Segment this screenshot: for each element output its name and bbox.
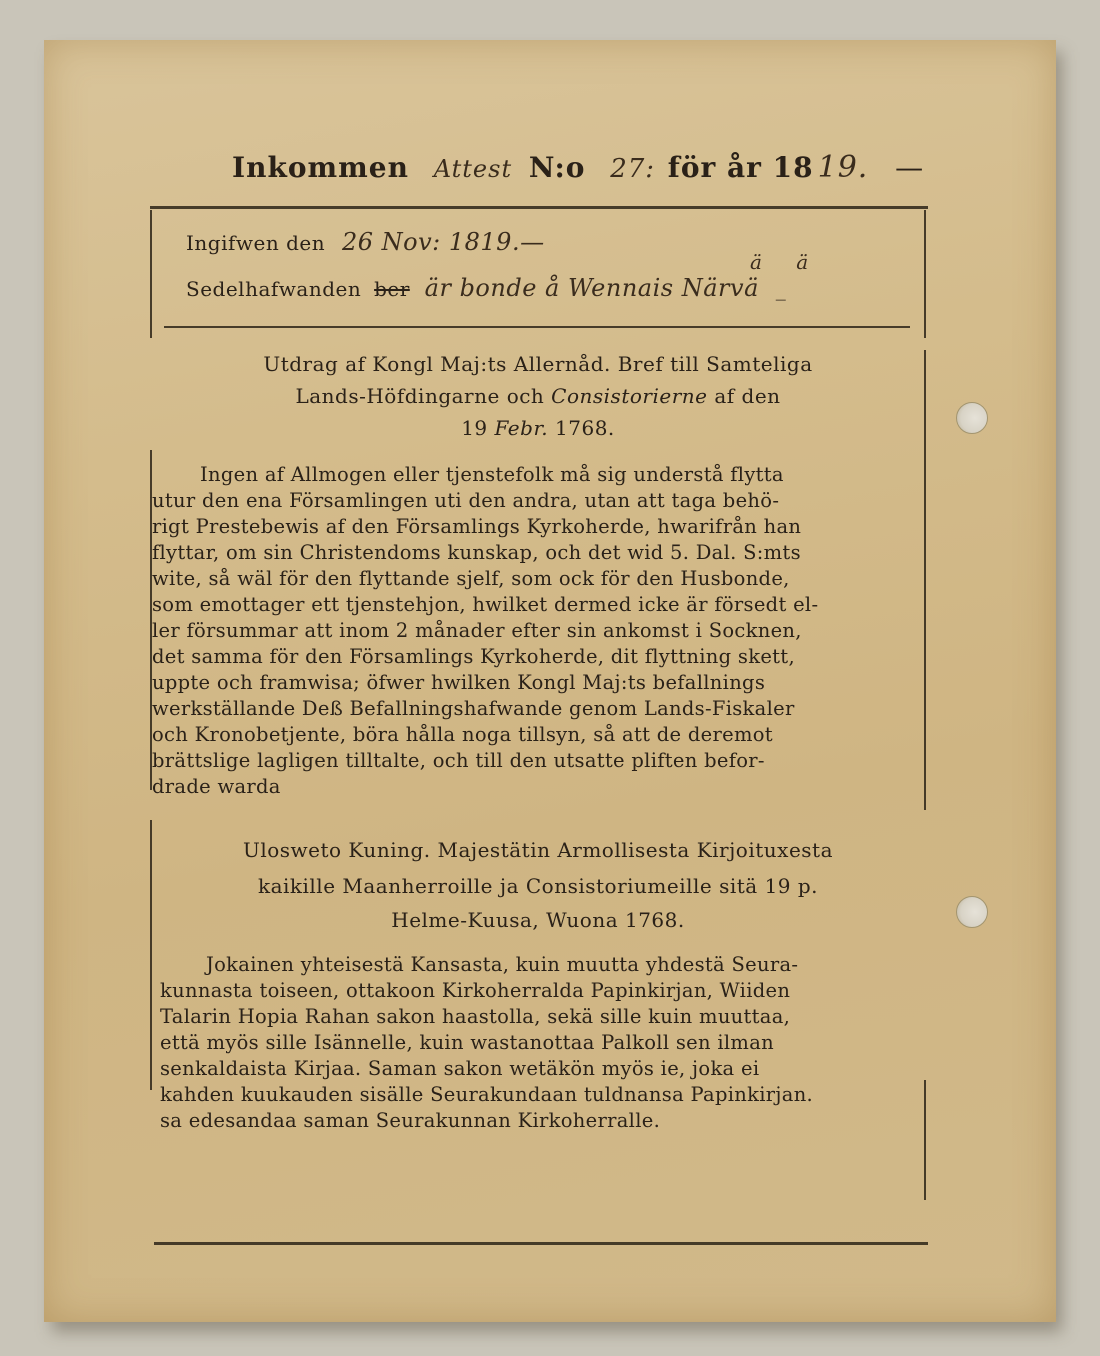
finnish-heading-line3: Helme-Kuusa, Wuona 1768.: [391, 908, 685, 932]
swedish-body-line: och Kronobetjente, böra hålla noga tillsyn, så att de deremot: [152, 723, 773, 746]
swedish-body-line: det samma för den Församlings Kyrkoherde, dit flyttning skett,: [152, 645, 795, 668]
swedish-body-line: flyttar, om sin Christendoms kunskap, och det wid 5. Dal. S:mts: [152, 541, 801, 564]
swedish-heading-line1: Utdrag af Kongl Maj:ts Allernåd. Bref till Samteliga: [263, 352, 813, 376]
holder-hand-over: ä ä: [750, 250, 823, 274]
swedish-heading-line2-b: af den: [707, 384, 781, 408]
swedish-heading-line3-italic: Febr.: [494, 416, 549, 440]
punch-hole-upper: [956, 402, 988, 434]
finnish-body-line: Jokainen yhteisestä Kansasta, kuin muutta yhdestä Seura-: [206, 953, 799, 976]
header-year-label: för år 18: [667, 151, 814, 184]
header-hand-attest: Attest: [433, 155, 513, 183]
swedish-body-line: som emottager ett tjenstehjon, hwilket dermed icke är försedt el-: [152, 593, 819, 616]
filed-hand-date: 26 Nov: 1819.—: [341, 228, 545, 256]
header-hand-number: 27:: [610, 154, 656, 184]
swedish-heading-line3-a: 19: [461, 416, 495, 440]
swedish-body-line: drade warda: [152, 775, 281, 798]
finnish-body-line: kunnasta toiseen, ottakoon Kirkoherralda Papinkirjan, Wiiden: [160, 979, 791, 1002]
header-number-label: N:o: [528, 151, 586, 184]
swedish-body-line: ler försummar att inom 2 månader efter sin ankomst i Socknen,: [152, 619, 802, 642]
intake-bottom-rule: [164, 326, 910, 328]
bottom-rule: [154, 1242, 928, 1245]
header-line: [232, 150, 924, 185]
finnish-heading-line2: kaikille Maanherroille ja Consistoriumeille sitä 19 p.: [257, 874, 819, 898]
swedish-body-line: utur den ena Församlingen uti den andra, utan att taga behö-: [152, 489, 780, 512]
finnish-right-border: [924, 1080, 926, 1200]
header-hand-year: 19.: [817, 150, 869, 185]
finnish-body-line: Talarin Hopia Rahan sakon haastolla, sekä sille kuin muuttaa,: [160, 1005, 791, 1028]
intake-right-border: [924, 210, 926, 338]
header-trailing-dash: —: [895, 151, 925, 184]
top-rule: [150, 206, 928, 209]
swedish-heading-line3-b: 1768.: [548, 416, 615, 440]
swedish-body-line: uppte och framwisa; öfwer hwilken Kongl Maj:ts befallnings: [152, 671, 766, 694]
swedish-heading-line2: [150, 384, 926, 408]
swedish-heading-line2-italic: Consistorierne: [551, 384, 708, 408]
swedish-body: [152, 462, 922, 800]
swedish-body-line: rigt Prestebewis af den Församlings Kyrkoherde, hwarifrån han: [152, 515, 802, 538]
document-page: [44, 40, 1056, 1322]
finnish-body-line: kahden kuukauden sisälle Seurakundaan tuldnansa Papinkirjan.: [160, 1083, 814, 1106]
swedish-heading-line2-a: Lands-Höfdingarne och: [295, 384, 552, 408]
holder-label: Sedelhafwanden: [186, 277, 362, 301]
holder-hand-text: är bonde å Wennais Närvä: [424, 274, 759, 302]
finnish-body: [160, 952, 922, 1134]
swedish-heading-line3: [150, 416, 926, 440]
holder-line: [186, 274, 786, 302]
punch-hole-lower: [956, 896, 988, 928]
swedish-body-line: wite, så wäl för den flyttande sjelf, som ock för den Husbonde,: [152, 567, 790, 590]
header-title-prefix: Inkommen: [232, 151, 409, 184]
filed-line: [186, 228, 545, 256]
intake-left-border: [150, 210, 152, 338]
finnish-body-line: että myös sille Isännelle, kuin wastanottaa Palkoll sen ilman: [160, 1031, 775, 1054]
holder-struck-text: ber: [374, 277, 410, 301]
swedish-body-line: werkställande Deß Befallningshafwande genom Lands-Fiskaler: [152, 697, 795, 720]
finnish-body-line: senkaldaista Kirjaa. Saman sakon wetäkön myös ie, joka ei: [160, 1057, 760, 1080]
swedish-body-line: brättslige lagligen tilltalte, och till den utsatte pliften befor-: [152, 749, 765, 772]
finnish-body-line: sa edesandaa saman Seurakunnan Kirkoherralle.: [160, 1109, 661, 1132]
finnish-heading-line1: Ulosweto Kuning. Majestätin Armollisesta Kirjoituxesta: [242, 838, 834, 862]
holder-dash: _: [775, 277, 787, 301]
swedish-body-line: Ingen af Allmogen eller tjenstefolk må sig understå flytta: [200, 463, 784, 486]
filed-label: Ingifwen den: [186, 231, 326, 255]
